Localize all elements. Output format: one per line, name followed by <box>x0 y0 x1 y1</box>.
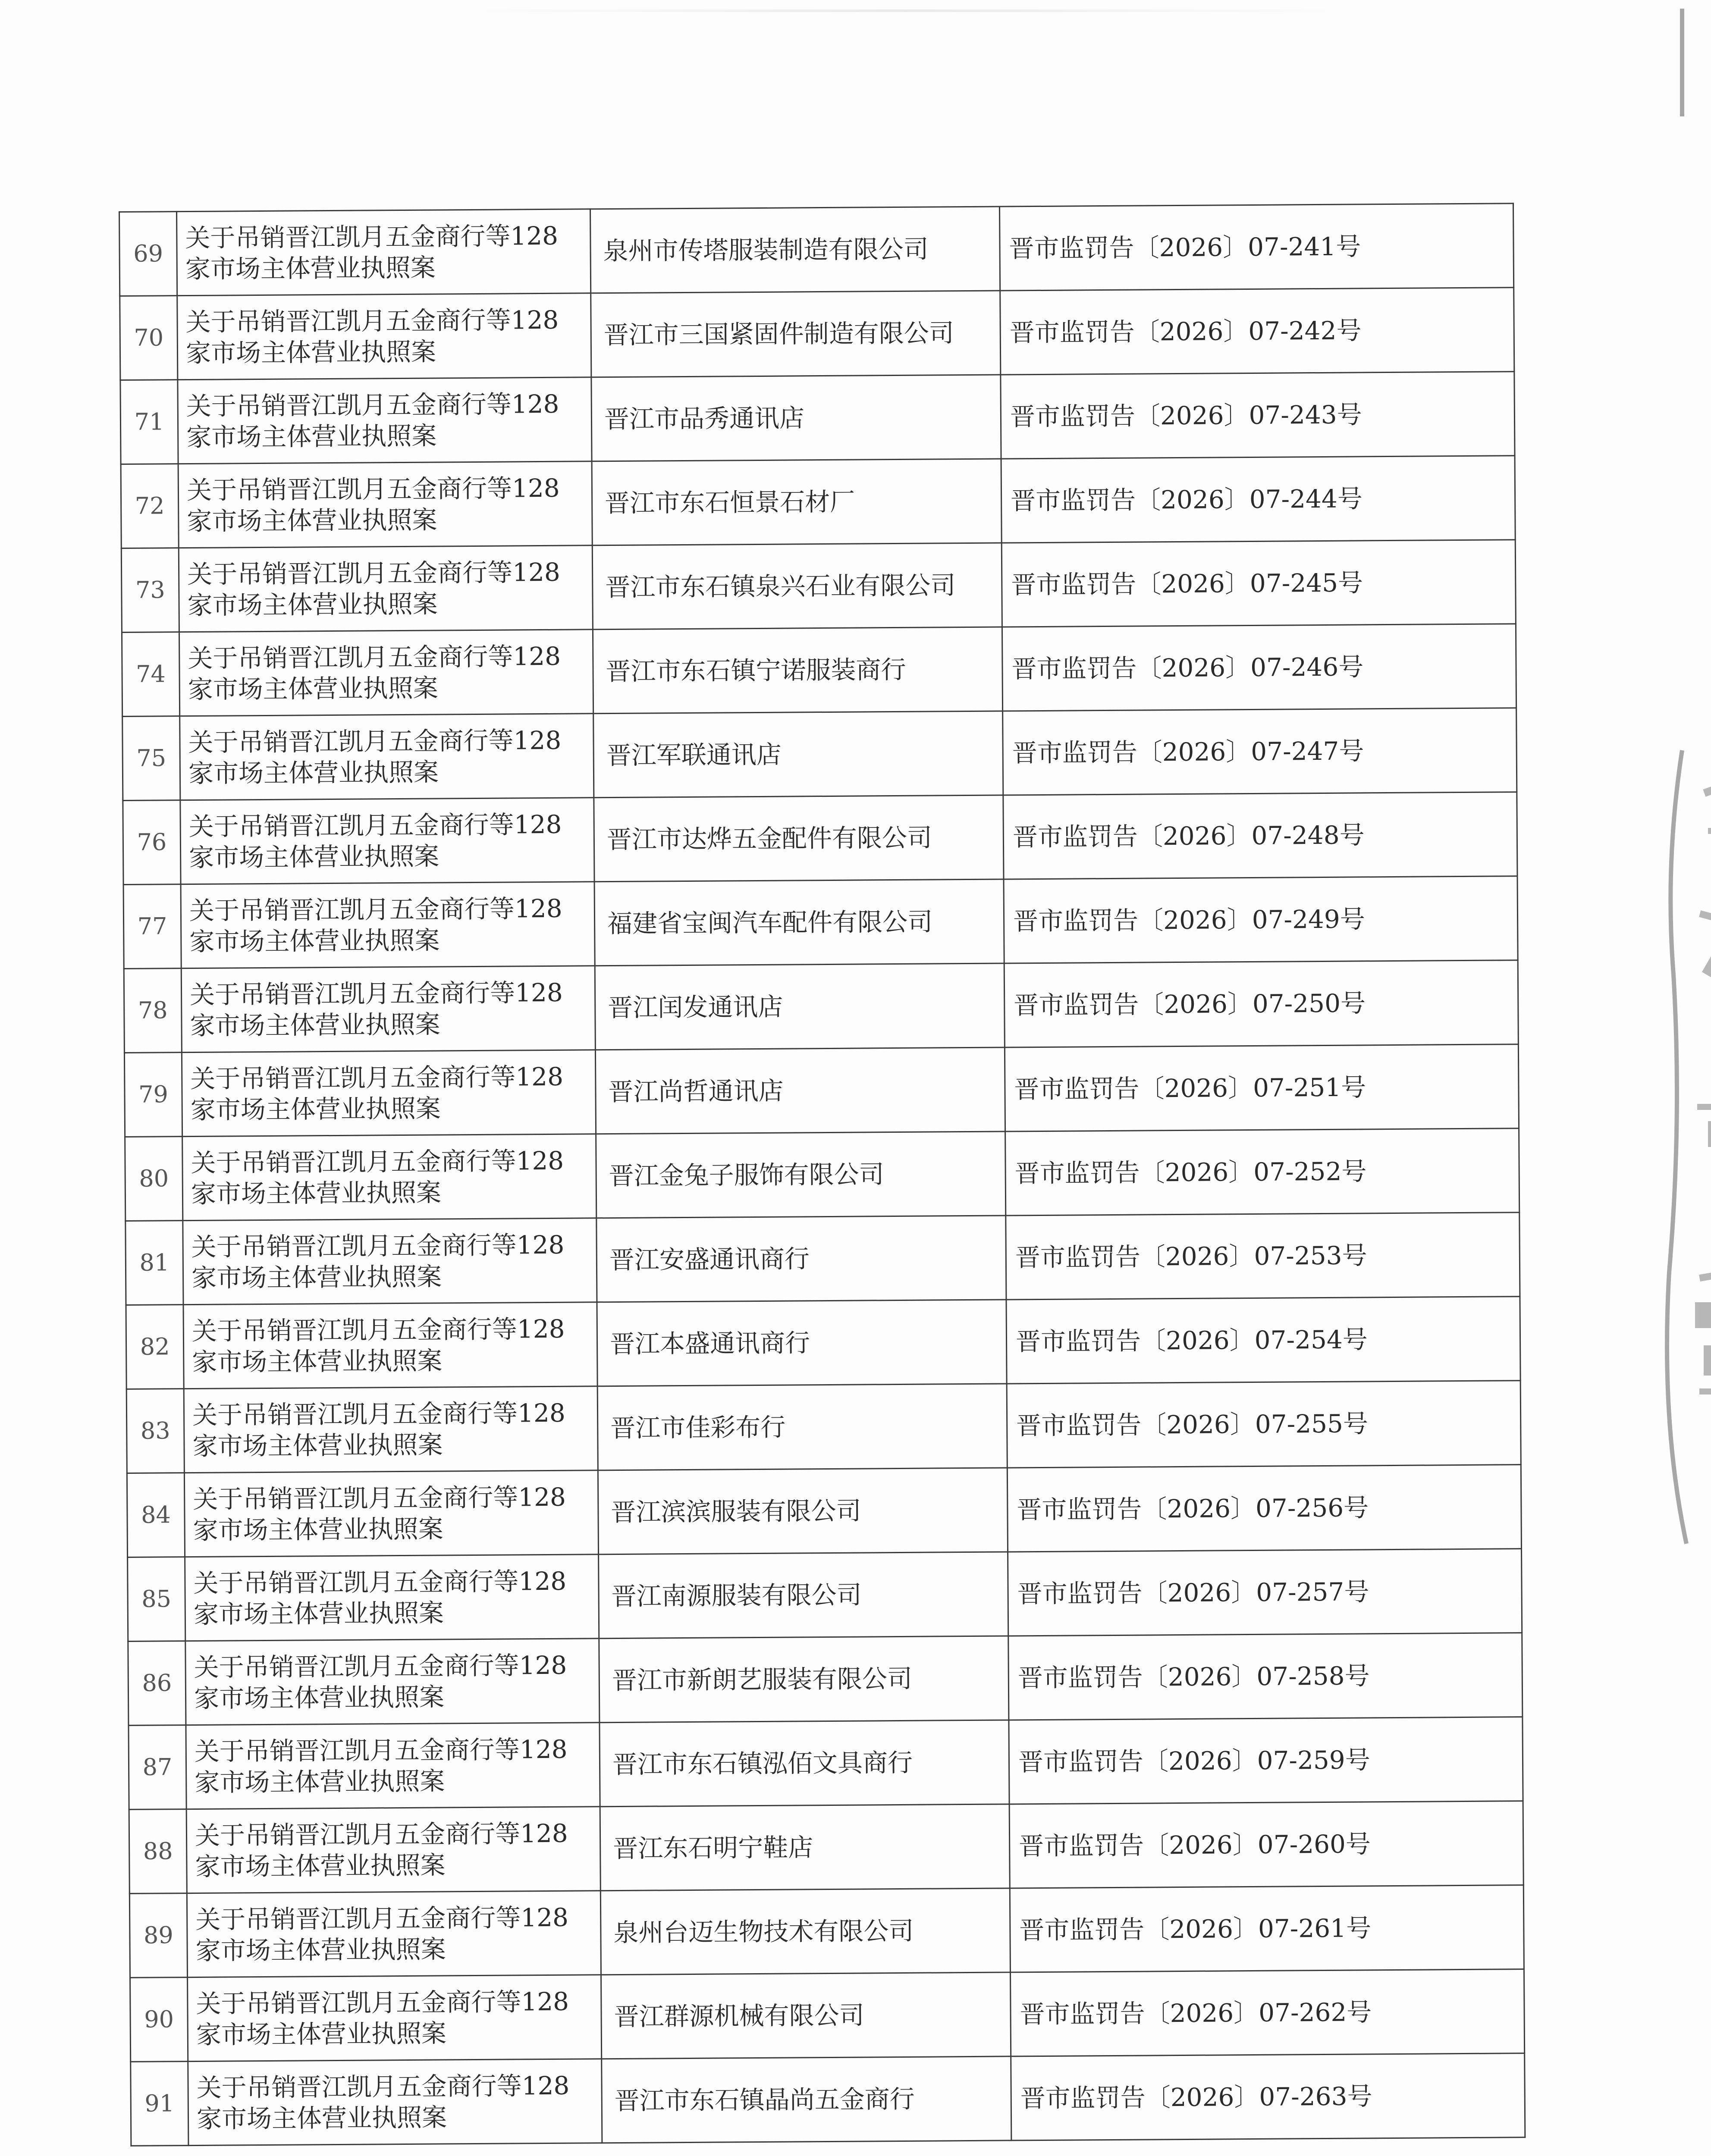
case-name-line2: 家市场主体营业执照案 <box>193 1598 444 1629</box>
row-number: 90 <box>130 1977 188 2062</box>
case-name-line2: 家市场主体营业执照案 <box>189 925 440 957</box>
case-name-line2: 家市场主体营业执照案 <box>195 1850 446 1881</box>
subject-name-cell: 福建省宝闽汽车配件有限公司 <box>594 879 1004 966</box>
scan-artifact <box>474 9 1337 12</box>
row-number: 89 <box>129 1893 187 1978</box>
case-name-cell <box>181 882 595 968</box>
row-number: 77 <box>123 884 181 969</box>
case-name-cell <box>181 966 595 1053</box>
case-name-cell <box>178 377 592 464</box>
case-name-line2: 家市场主体营业执照案 <box>192 1430 443 1461</box>
table-row <box>126 1381 1521 1473</box>
row-number: 82 <box>126 1305 184 1389</box>
table-row <box>124 1044 1519 1137</box>
case-name-line2: 家市场主体营业执照案 <box>196 2103 447 2134</box>
table-row <box>130 1969 1525 2062</box>
case-name-cell <box>183 1302 597 1389</box>
case-name-line1: 关于吊销晋江凯月五金商行等128 <box>192 1398 565 1430</box>
case-name-line2: 家市场主体营业执照案 <box>188 757 439 789</box>
subject-name-cell: 晋江金兔子服饰有限公司 <box>596 1131 1006 1218</box>
subject-name-cell: 晋江群源机械有限公司 <box>601 1972 1011 2059</box>
case-name-line1: 关于吊销晋江凯月五金商行等128 <box>196 1987 569 2018</box>
case-name-line2: 家市场主体营业执照案 <box>196 2018 447 2049</box>
row-number: 74 <box>122 632 179 717</box>
table-row <box>129 1717 1523 1810</box>
case-name-line1: 关于吊销晋江凯月五金商行等128 <box>190 1062 564 1094</box>
row-number: 70 <box>120 296 178 380</box>
table-body <box>119 204 1525 2146</box>
table-row <box>123 876 1518 969</box>
table-row <box>127 1465 1521 1557</box>
case-name-line2: 家市场主体营业执照案 <box>192 1346 443 1377</box>
case-name-line1: 关于吊销晋江凯月五金商行等128 <box>185 221 559 253</box>
case-name-line2: 家市场主体营业执照案 <box>190 1094 441 1125</box>
document-number-cell: 晋市监罚告〔2026〕07-263号 <box>1011 2053 1525 2140</box>
case-name-line1: 关于吊销晋江凯月五金商行等128 <box>195 1902 569 1934</box>
table-row <box>121 456 1515 548</box>
document-number-cell: 晋市监罚告〔2026〕07-262号 <box>1010 1969 1524 2056</box>
document-number-cell: 晋市监罚告〔2026〕07-259号 <box>1009 1717 1523 1804</box>
case-name-cell <box>179 545 593 632</box>
case-name-line2: 家市场主体营业执照案 <box>186 421 437 452</box>
document-number-cell: 晋市监罚告〔2026〕07-254号 <box>1006 1297 1520 1384</box>
row-number: 73 <box>121 548 179 633</box>
case-name-line2: 家市场主体营业执照案 <box>195 1934 446 1965</box>
subject-name-cell: 晋江市新朗艺服装有限公司 <box>599 1636 1009 1723</box>
subject-name-cell: 晋江滨滨服装有限公司 <box>598 1468 1008 1554</box>
table-row <box>123 792 1517 885</box>
case-name-line1: 关于吊销晋江凯月五金商行等128 <box>188 641 561 674</box>
document-number-cell: 晋市监罚告〔2026〕07-261号 <box>1010 1885 1524 1972</box>
case-name-line1: 关于吊销晋江凯月五金商行等128 <box>196 2071 570 2103</box>
case-name-line1: 关于吊销晋江凯月五金商行等128 <box>194 1650 567 1682</box>
document-number-cell: 晋市监罚告〔2026〕07-257号 <box>1008 1549 1522 1636</box>
case-name-line2: 家市场主体营业执照案 <box>190 1009 440 1041</box>
case-name-cell <box>178 461 592 548</box>
table-row <box>124 960 1518 1053</box>
row-number: 83 <box>126 1389 184 1473</box>
subject-name-cell: 晋江市东石镇泉兴石业有限公司 <box>592 543 1002 630</box>
row-number: 75 <box>122 716 180 801</box>
document-number-cell: 晋市监罚告〔2026〕07-241号 <box>999 204 1513 291</box>
case-name-cell <box>182 1050 596 1137</box>
case-name-cell <box>177 209 591 296</box>
case-name-line1: 关于吊销晋江凯月五金商行等128 <box>193 1482 566 1514</box>
subject-name-cell: 晋江东石明宁鞋店 <box>600 1804 1010 1891</box>
row-number: 84 <box>127 1473 185 1557</box>
case-name-cell <box>186 1723 600 1809</box>
row-number: 69 <box>119 212 177 296</box>
table-row <box>122 624 1516 717</box>
row-number: 91 <box>131 2062 188 2146</box>
subject-name-cell: 晋江市达烨五金配件有限公司 <box>594 795 1004 882</box>
case-name-line1: 关于吊销晋江凯月五金商行等128 <box>191 1146 564 1178</box>
subject-name-cell: 晋江闰发通讯店 <box>595 963 1005 1050</box>
document-number-cell: 晋市监罚告〔2026〕07-246号 <box>1002 624 1516 711</box>
case-name-line2: 家市场主体营业执照案 <box>195 1766 445 1797</box>
case-name-line2: 家市场主体营业执照案 <box>187 589 438 620</box>
case-name-cell <box>184 1470 598 1557</box>
table-row <box>131 2053 1525 2146</box>
table-row <box>126 1297 1520 1389</box>
document-number-cell: 晋市监罚告〔2026〕07-253号 <box>1006 1213 1520 1300</box>
case-name-line1: 关于吊销晋江凯月五金商行等128 <box>189 893 562 926</box>
subject-name-cell: 晋江安盛通讯商行 <box>596 1216 1006 1302</box>
subject-name-cell: 晋江本盛通讯商行 <box>597 1300 1007 1386</box>
case-name-cell <box>187 1891 601 1977</box>
document-number-cell: 晋市监罚告〔2026〕07-248号 <box>1003 792 1517 879</box>
case-name-cell <box>188 1975 602 2062</box>
case-name-cell <box>182 1134 596 1221</box>
case-name-line1: 关于吊销晋江凯月五金商行等128 <box>186 389 559 421</box>
case-name-line1: 关于吊销晋江凯月五金商行等128 <box>193 1566 567 1598</box>
subject-name-cell: 晋江市东石恒景石材厂 <box>592 459 1001 545</box>
row-number: 76 <box>123 800 181 885</box>
case-name-line1: 关于吊销晋江凯月五金商行等128 <box>191 1230 565 1262</box>
row-number: 71 <box>120 380 178 464</box>
case-name-line2: 家市场主体营业执照案 <box>185 337 436 368</box>
row-number: 86 <box>128 1641 186 1726</box>
document-number-cell: 晋市监罚告〔2026〕07-242号 <box>1000 288 1514 375</box>
case-name-line2: 家市场主体营业执照案 <box>185 253 436 284</box>
subject-name-cell: 晋江市品秀通讯店 <box>591 375 1001 461</box>
row-number: 78 <box>124 968 182 1053</box>
subject-name-cell: 晋江市东石镇宁诺服装商行 <box>593 627 1002 714</box>
table-row <box>120 372 1515 464</box>
subject-name-cell: 晋江军联通讯店 <box>593 711 1003 798</box>
case-name-line1: 关于吊销晋江凯月五金商行等128 <box>188 725 562 758</box>
table-row <box>129 1885 1524 1978</box>
table-row <box>128 1633 1523 1726</box>
case-name-cell <box>177 293 591 380</box>
subject-name-cell: 晋江南源服装有限公司 <box>599 1552 1008 1639</box>
seal-icon <box>1656 733 1711 1552</box>
subject-name-cell: 泉州台迈生物技术有限公司 <box>600 1888 1010 1975</box>
row-number: 81 <box>126 1221 183 1305</box>
case-name-line2: 家市场主体营业执照案 <box>188 673 438 705</box>
case-name-cell <box>179 630 593 716</box>
row-number: 80 <box>125 1137 183 1221</box>
row-number: 87 <box>129 1725 186 1810</box>
document-number-cell: 晋市监罚告〔2026〕07-243号 <box>1001 372 1515 459</box>
subject-name-cell: 晋江市东石镇泓佰文具商行 <box>600 1720 1009 1807</box>
row-number: 72 <box>121 464 179 548</box>
case-name-line1: 关于吊销晋江凯月五金商行等128 <box>185 305 559 337</box>
subject-name-cell: 晋江市东石镇晶尚五金商行 <box>602 2056 1011 2143</box>
document-number-cell: 晋市监罚告〔2026〕07-256号 <box>1007 1465 1521 1552</box>
document-number-cell: 晋市监罚告〔2026〕07-255号 <box>1007 1381 1521 1468</box>
case-name-cell <box>188 2059 602 2146</box>
subject-name-cell: 泉州市传塔服装制造有限公司 <box>590 207 1000 293</box>
case-name-line1: 关于吊销晋江凯月五金商行等128 <box>195 1818 568 1850</box>
document-number-cell: 晋市监罚告〔2026〕07-250号 <box>1004 960 1518 1047</box>
case-name-line1: 关于吊销晋江凯月五金商行等128 <box>187 557 561 589</box>
case-name-line1: 关于吊销晋江凯月五金商行等128 <box>188 809 562 842</box>
case-name-cell <box>186 1807 600 1893</box>
subject-name-cell: 晋江尚哲通讯店 <box>595 1047 1005 1134</box>
case-name-line2: 家市场主体营业执照案 <box>187 505 437 536</box>
document-number-cell: 晋市监罚告〔2026〕07-260号 <box>1009 1801 1523 1888</box>
document-number-cell: 晋市监罚告〔2026〕07-244号 <box>1001 456 1515 543</box>
document-number-cell: 晋市监罚告〔2026〕07-245号 <box>1001 540 1516 627</box>
case-name-cell <box>184 1386 598 1473</box>
case-name-line2: 家市场主体营业执照案 <box>188 841 440 873</box>
subject-name-cell: 晋江市三国紧固件制造有限公司 <box>591 291 1001 377</box>
penalty-notice-table <box>119 203 1467 2147</box>
case-name-line2: 家市场主体营业执照案 <box>194 1682 445 1713</box>
case-name-cell <box>185 1639 600 1725</box>
table-row <box>125 1128 1519 1221</box>
row-number: 85 <box>128 1557 185 1642</box>
case-name-line2: 家市场主体营业执照案 <box>193 1514 443 1545</box>
case-name-cell <box>180 798 594 884</box>
document-number-cell: 晋市监罚告〔2026〕07-258号 <box>1008 1633 1523 1720</box>
case-name-cell <box>185 1554 599 1641</box>
row-number: 88 <box>129 1809 187 1894</box>
document-number-cell: 晋市监罚告〔2026〕07-249号 <box>1004 876 1518 963</box>
table-row <box>121 540 1516 633</box>
case-name-cell <box>180 714 594 800</box>
table-row <box>119 204 1514 296</box>
table-row <box>128 1549 1522 1642</box>
subject-name-cell: 晋江市佳彩布行 <box>597 1384 1007 1470</box>
table-row <box>122 708 1517 801</box>
case-name-line2: 家市场主体营业执照案 <box>191 1178 442 1209</box>
table-row <box>129 1801 1523 1894</box>
document-number-cell: 晋市监罚告〔2026〕07-247号 <box>1003 708 1517 795</box>
table-row <box>126 1213 1520 1305</box>
document-number-cell: 晋市监罚告〔2026〕07-251号 <box>1005 1044 1519 1131</box>
case-name-line1: 关于吊销晋江凯月五金商行等128 <box>192 1314 565 1346</box>
case-name-line1: 关于吊销晋江凯月五金商行等128 <box>189 978 563 1010</box>
case-name-line1: 关于吊销晋江凯月五金商行等128 <box>194 1734 568 1766</box>
table-row <box>120 288 1514 380</box>
row-number: 79 <box>124 1053 182 1137</box>
case-name-cell <box>183 1218 597 1305</box>
case-name-line1: 关于吊销晋江凯月五金商行等128 <box>186 473 560 505</box>
case-name-line2: 家市场主体营业执照案 <box>191 1262 442 1293</box>
document-number-cell: 晋市监罚告〔2026〕07-252号 <box>1005 1128 1519 1216</box>
scan-artifact <box>1680 9 1684 116</box>
